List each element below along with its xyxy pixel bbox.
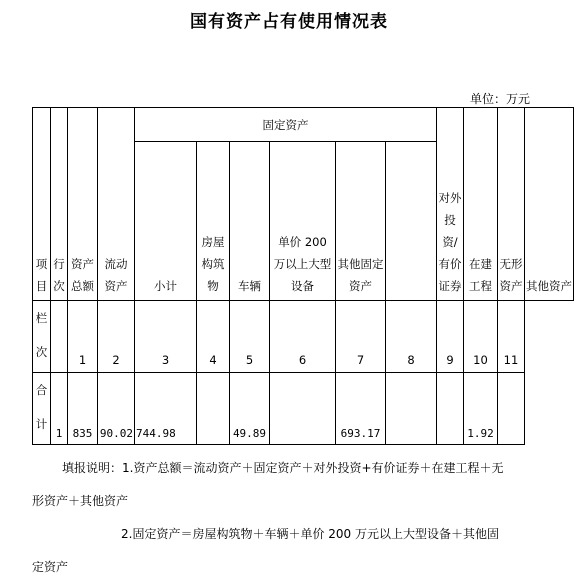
other-assets-value: [498, 373, 525, 445]
column-number-cell: 4: [197, 301, 230, 373]
intangible-value: 1.92: [464, 373, 498, 445]
header-other-assets: 其他资产: [525, 108, 574, 301]
column-number-cell: 3: [135, 301, 197, 373]
asset-table: [32, 107, 574, 445]
column-number-row: [33, 301, 574, 373]
column-number-cell: 11: [498, 301, 525, 373]
page-title: 国有资产占有使用情况表: [190, 12, 388, 32]
header-other-fixed: 其他固定资产: [336, 142, 386, 301]
column-number-cell: 6: [270, 301, 336, 373]
header-row-number: 行次: [51, 108, 68, 301]
column-number-cell: [51, 301, 68, 373]
note-line: 填报说明：1.资产总额＝流动资产＋固定资产＋对外投资+有价证券＋在建工程＋无: [62, 461, 504, 475]
header-intangible: 无形资产: [498, 108, 525, 301]
header-construction: 在建工程: [464, 108, 498, 301]
header-current-assets: 流动资产: [98, 108, 135, 301]
column-number-label: 栏次: [33, 301, 51, 373]
header-large-equipment: 单价 200 万以上大型设备: [270, 142, 336, 301]
other-fixed-value: 693.17: [336, 373, 386, 445]
column-number-cell: 7: [336, 301, 386, 373]
header-fixed-assets-group: 固定资产: [135, 108, 437, 142]
investment-value: [386, 373, 437, 445]
header-total-assets: 资产总额: [68, 108, 98, 301]
note-line: 形资产＋其他资产: [32, 494, 129, 508]
header-item: 项目: [33, 108, 51, 301]
header-vehicles: 车辆: [230, 142, 270, 301]
header-buildings: 房屋构筑物: [197, 142, 230, 301]
vehicles-value: 49.89: [230, 373, 270, 445]
total-row-number: 1: [51, 373, 68, 445]
filling-instructions: [32, 452, 542, 584]
total-label: 合计: [33, 373, 51, 445]
header-investment: 对外投资/有价证券: [437, 108, 464, 301]
column-number-cell: 10: [464, 301, 498, 373]
unit-label: 单位：万元: [469, 92, 530, 106]
column-number-cell: 2: [98, 301, 135, 373]
large-equipment-value: [270, 373, 336, 445]
current-assets-value: 90.02: [98, 373, 135, 445]
header-subtotal: 小计: [135, 142, 197, 301]
construction-value: [437, 373, 464, 445]
column-number-cell: 1: [68, 301, 98, 373]
total-assets-value: 835: [68, 373, 98, 445]
total-row: [33, 373, 574, 445]
note-line: 2.固定资产＝房屋构筑物＋车辆＋单价 200 万元以上大型设备＋其他固: [121, 527, 499, 541]
column-number-cell: 9: [437, 301, 464, 373]
note-line: 定资产: [32, 560, 69, 574]
buildings-value: [197, 373, 230, 445]
column-number-cell: 8: [386, 301, 437, 373]
fixed-subtotal-value: 744.98: [135, 373, 197, 445]
column-number-cell: 5: [230, 301, 270, 373]
